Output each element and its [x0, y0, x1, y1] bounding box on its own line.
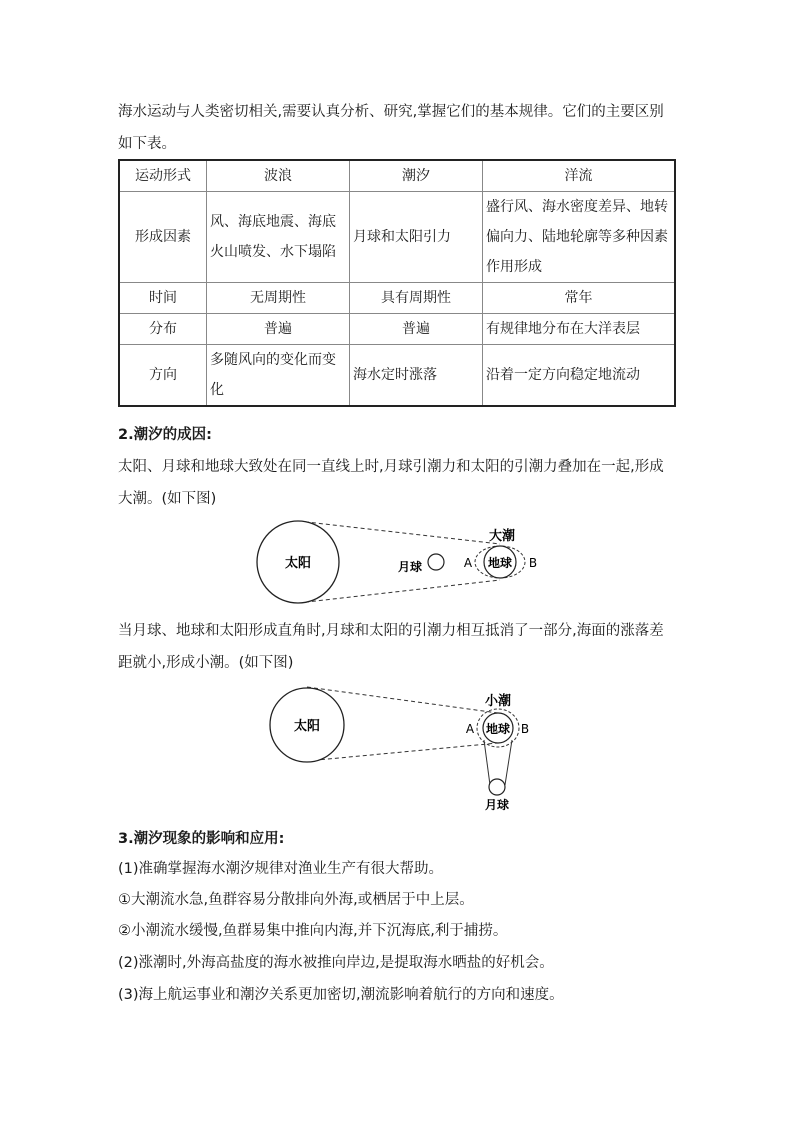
point-a-label: A [463, 556, 473, 570]
table-row [119, 192, 675, 283]
table-cell: 普遍 [350, 314, 483, 345]
comparison-table [118, 159, 676, 407]
moon-label: 月球 [397, 560, 423, 574]
sun-label: 太阳 [284, 556, 312, 571]
moon-label: 月球 [484, 798, 510, 812]
table-cell: 月球和太阳引力 [350, 192, 483, 283]
spring-tide-diagram [250, 515, 560, 615]
tide-label: 大潮 [488, 529, 516, 544]
table-header-cell: 波浪 [207, 160, 350, 192]
section2-para2: 当月球、地球和太阳形成直角时,月球和太阳的引潮力相互抵消了一部分,海面的涨落差距就小,形成小潮。(如下图) [118, 623, 664, 671]
table-row [119, 345, 675, 407]
table-cell: 分布 [119, 314, 207, 345]
table-cell: 时间 [119, 283, 207, 314]
table-cell: 沿着一定方向稳定地流动 [483, 345, 676, 407]
table-cell: 普遍 [207, 314, 350, 345]
tide-label: 小潮 [484, 694, 512, 709]
table-cell: 海水定时涨落 [350, 345, 483, 407]
intro-paragraph: 海水运动与人类密切相关,需要认真分析、研究,掌握它们的基本规律。它们的主要区别如下表。 [118, 104, 664, 152]
table-header-row [119, 160, 675, 192]
table-header-cell: 运动形式 [119, 160, 207, 192]
table-cell: 风、海底地震、海底火山喷发、水下塌陷 [207, 192, 350, 283]
table-cell: 盛行风、海水密度差异、地转偏向力、陆地轮廓等多种因素作用形成 [483, 192, 676, 283]
table-cell: 无周期性 [207, 283, 350, 314]
moon-circle [489, 779, 505, 795]
section3-item: ②小潮流水缓慢,鱼群易集中推向内海,并下沉海底,利于捕捞。 [118, 923, 508, 939]
section3-item: (3)海上航运事业和潮汐关系更加密切,潮流影响着航行的方向和速度。 [118, 987, 564, 1003]
neap-tide-diagram [262, 680, 552, 818]
table-header-cell: 潮汐 [350, 160, 483, 192]
table-cell: 方向 [119, 345, 207, 407]
section3-item: (2)涨潮时,外海高盐度的海水被推向岸边,是提取海水晒盐的好机会。 [118, 955, 554, 971]
table-row [119, 283, 675, 314]
section3-item: ①大潮流水急,鱼群容易分散排向外海,或栖居于中上层。 [118, 892, 474, 908]
earth-label: 地球 [487, 556, 513, 570]
section2-para1: 太阳、月球和地球大致处在同一直线上时,月球引潮力和太阳的引潮力叠加在一起,形成大潮。(如下图) [118, 459, 664, 507]
table-cell: 多随风向的变化而变化 [207, 345, 350, 407]
table-row [119, 314, 675, 345]
table-header-cell: 洋流 [483, 160, 676, 192]
sun-label: 太阳 [293, 719, 321, 734]
point-a-label: A [465, 722, 475, 736]
point-b-label: B [520, 722, 530, 736]
point-b-label: B [528, 556, 538, 570]
section3-item: (1)准确掌握海水潮汐规律对渔业生产有很大帮助。 [118, 861, 444, 877]
table-cell: 形成因素 [119, 192, 207, 283]
earth-label: 地球 [485, 722, 511, 736]
section3-heading: 3.潮汐现象的影响和应用: [118, 831, 285, 847]
section2-heading: 2.潮汐的成因: [118, 427, 212, 443]
moon-circle [428, 554, 444, 570]
table-cell: 有规律地分布在大洋表层 [483, 314, 676, 345]
table-cell: 常年 [483, 283, 676, 314]
table-cell: 具有周期性 [350, 283, 483, 314]
